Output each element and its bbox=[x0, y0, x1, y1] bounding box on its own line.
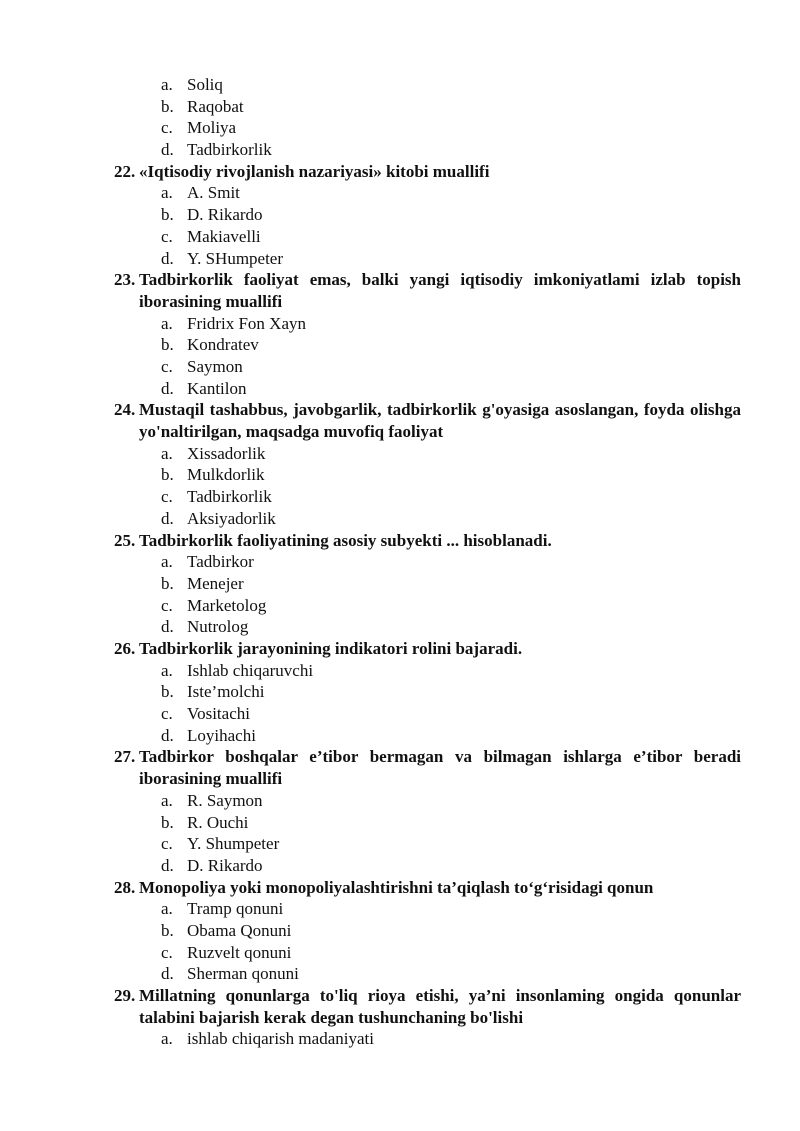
option-letter: d. bbox=[161, 140, 174, 160]
question-number: 25. bbox=[114, 530, 136, 550]
question-number: 29. bbox=[114, 986, 136, 1006]
answer-option bbox=[0, 855, 800, 877]
option-letter: b. bbox=[161, 920, 174, 940]
option-text: Ishlab chiqaruvchi bbox=[187, 660, 314, 680]
answer-option bbox=[0, 96, 800, 118]
option-letter: a. bbox=[161, 552, 173, 572]
answer-option bbox=[0, 443, 800, 465]
option-letter: c. bbox=[161, 834, 173, 854]
answer-option bbox=[0, 595, 800, 617]
question-number: 27. bbox=[114, 747, 136, 767]
question bbox=[0, 161, 800, 183]
question-text: «Iqtisodiy rivojlanish nazariyasi» kitobi muallifi bbox=[139, 161, 490, 181]
option-letter: b. bbox=[161, 682, 174, 702]
option-text: Loyihachi bbox=[187, 725, 256, 745]
option-text: Soliq bbox=[187, 75, 223, 94]
option-text: Xissadorlik bbox=[187, 443, 266, 463]
option-text: D. Rikardo bbox=[187, 205, 263, 225]
option-text: Vositachi bbox=[187, 704, 250, 724]
answer-option bbox=[0, 573, 800, 595]
option-letter: d. bbox=[161, 855, 174, 875]
answer-option bbox=[0, 725, 800, 747]
option-text: Makiavelli bbox=[187, 226, 261, 246]
answer-option bbox=[0, 139, 800, 161]
answer-option bbox=[0, 486, 800, 508]
question-text: Millatning qonunlarga to'liq rioya etishi, ya’ni insonlaming ongida qonunlar talabini bajarish kerak degan tushunchaning bo'lishi bbox=[139, 986, 741, 1027]
option-letter: a. bbox=[161, 660, 173, 680]
question-number: 23. bbox=[114, 270, 136, 290]
option-text: R. Saymon bbox=[187, 790, 263, 810]
option-letter: b. bbox=[161, 205, 174, 225]
question-text: Tadbirkorlik faoliyat emas, balki yangi iqtisodiy imkoniyatlami izlab topish iborasining muallifi bbox=[139, 270, 741, 311]
option-letter: a. bbox=[161, 75, 173, 94]
option-letter: a. bbox=[161, 899, 173, 919]
answer-option bbox=[0, 334, 800, 356]
question-number: 26. bbox=[114, 638, 136, 658]
answer-option bbox=[0, 833, 800, 855]
option-letter: b. bbox=[161, 96, 174, 116]
option-text: Moliya bbox=[187, 118, 237, 138]
option-text: Tadbirkorlik bbox=[187, 140, 272, 160]
answer-option bbox=[0, 378, 800, 400]
option-text: Marketolog bbox=[187, 595, 267, 615]
option-text: ishlab chiqarish madaniyati bbox=[187, 1029, 374, 1049]
question-number: 24. bbox=[114, 400, 136, 420]
answer-option bbox=[0, 182, 800, 204]
document-page bbox=[0, 74, 800, 1050]
answer-option bbox=[0, 226, 800, 248]
answer-option bbox=[0, 508, 800, 530]
answer-option bbox=[0, 248, 800, 270]
option-letter: a. bbox=[161, 1029, 173, 1049]
option-text: A. Smit bbox=[187, 183, 240, 203]
option-text: Kantilon bbox=[187, 378, 247, 398]
answer-option bbox=[0, 1028, 800, 1050]
option-letter: b. bbox=[161, 573, 174, 593]
option-letter: a. bbox=[161, 443, 173, 463]
option-letter: c. bbox=[161, 356, 173, 376]
option-letter: a. bbox=[161, 183, 173, 203]
option-letter: c. bbox=[161, 704, 173, 724]
option-text: R. Ouchi bbox=[187, 812, 249, 832]
option-text: Mulkdorlik bbox=[187, 465, 265, 485]
question bbox=[0, 638, 800, 660]
answer-option bbox=[0, 920, 800, 942]
answer-option bbox=[0, 74, 800, 96]
option-text: Saymon bbox=[187, 356, 243, 376]
question bbox=[0, 399, 800, 442]
answer-option bbox=[0, 464, 800, 486]
answer-option bbox=[0, 942, 800, 964]
option-letter: a. bbox=[161, 790, 173, 810]
question bbox=[0, 877, 800, 899]
option-text: Obama Qonuni bbox=[187, 920, 292, 940]
answer-option bbox=[0, 356, 800, 378]
question-text: Tadbirkorlik faoliyatining asosiy subyekti ... hisoblanadi. bbox=[139, 530, 552, 550]
option-text: Menejer bbox=[187, 573, 244, 593]
option-text: Ruzvelt qonuni bbox=[187, 942, 292, 962]
answer-option bbox=[0, 117, 800, 139]
question-text: Tadbirkor boshqalar e’tibor bermagan va bilmagan ishlarga e’tibor beradi iborasining muallifi bbox=[139, 747, 741, 789]
question bbox=[0, 530, 800, 552]
option-text: Fridrix Fon Xayn bbox=[187, 313, 306, 333]
option-letter: d. bbox=[161, 617, 174, 637]
option-letter: d. bbox=[161, 378, 174, 398]
option-letter: b. bbox=[161, 812, 174, 832]
option-text: D. Rikardo bbox=[187, 855, 263, 875]
option-text: Aksiyadorlik bbox=[187, 508, 276, 528]
question-text: Tadbirkorlik jarayonining indikatori rolini bajaradi. bbox=[139, 638, 523, 658]
option-letter: b. bbox=[161, 335, 174, 355]
answer-option bbox=[0, 898, 800, 920]
answer-option bbox=[0, 616, 800, 638]
option-letter: d. bbox=[161, 725, 174, 745]
question-number: 22. bbox=[114, 161, 136, 181]
question-number: 28. bbox=[114, 877, 136, 897]
option-letter: d. bbox=[161, 248, 174, 268]
option-text: Tadbirkorlik bbox=[187, 487, 272, 507]
option-text: Raqobat bbox=[187, 96, 244, 116]
question-text: Monopoliya yoki monopoliyalashtirishni ta’qiqlash to‘g‘risidagi qonun bbox=[139, 877, 654, 897]
option-letter: c. bbox=[161, 487, 173, 507]
option-letter: c. bbox=[161, 595, 173, 615]
answer-option bbox=[0, 313, 800, 335]
option-letter: c. bbox=[161, 226, 173, 246]
question bbox=[0, 746, 800, 789]
answer-option bbox=[0, 790, 800, 812]
option-text: Tramp qonuni bbox=[187, 899, 284, 919]
option-text: Y. Shumpeter bbox=[187, 834, 280, 854]
option-text: Tadbirkor bbox=[187, 552, 254, 572]
option-text: Nutrolog bbox=[187, 617, 249, 637]
option-text: Kondratev bbox=[187, 335, 259, 355]
option-text: Sherman qonuni bbox=[187, 964, 299, 984]
option-letter: b. bbox=[161, 465, 174, 485]
option-letter: a. bbox=[161, 313, 173, 333]
answer-option bbox=[0, 204, 800, 226]
answer-option bbox=[0, 660, 800, 682]
answer-option bbox=[0, 703, 800, 725]
option-letter: c. bbox=[161, 118, 173, 138]
question bbox=[0, 985, 800, 1028]
answer-option bbox=[0, 681, 800, 703]
answer-option bbox=[0, 551, 800, 573]
option-text: Y. SHumpeter bbox=[187, 248, 284, 268]
option-letter: d. bbox=[161, 964, 174, 984]
answer-option bbox=[0, 812, 800, 834]
option-letter: c. bbox=[161, 942, 173, 962]
question-text: Mustaqil tashabbus, javobgarlik, tadbirkorlik g'oyasiga asoslangan, foyda olishga yo'naltirilgan, maqsadga muvofiq faoliyat bbox=[139, 400, 741, 442]
option-letter: d. bbox=[161, 508, 174, 528]
question bbox=[0, 269, 800, 312]
option-text: Iste’molchi bbox=[187, 682, 265, 702]
answer-option bbox=[0, 963, 800, 985]
